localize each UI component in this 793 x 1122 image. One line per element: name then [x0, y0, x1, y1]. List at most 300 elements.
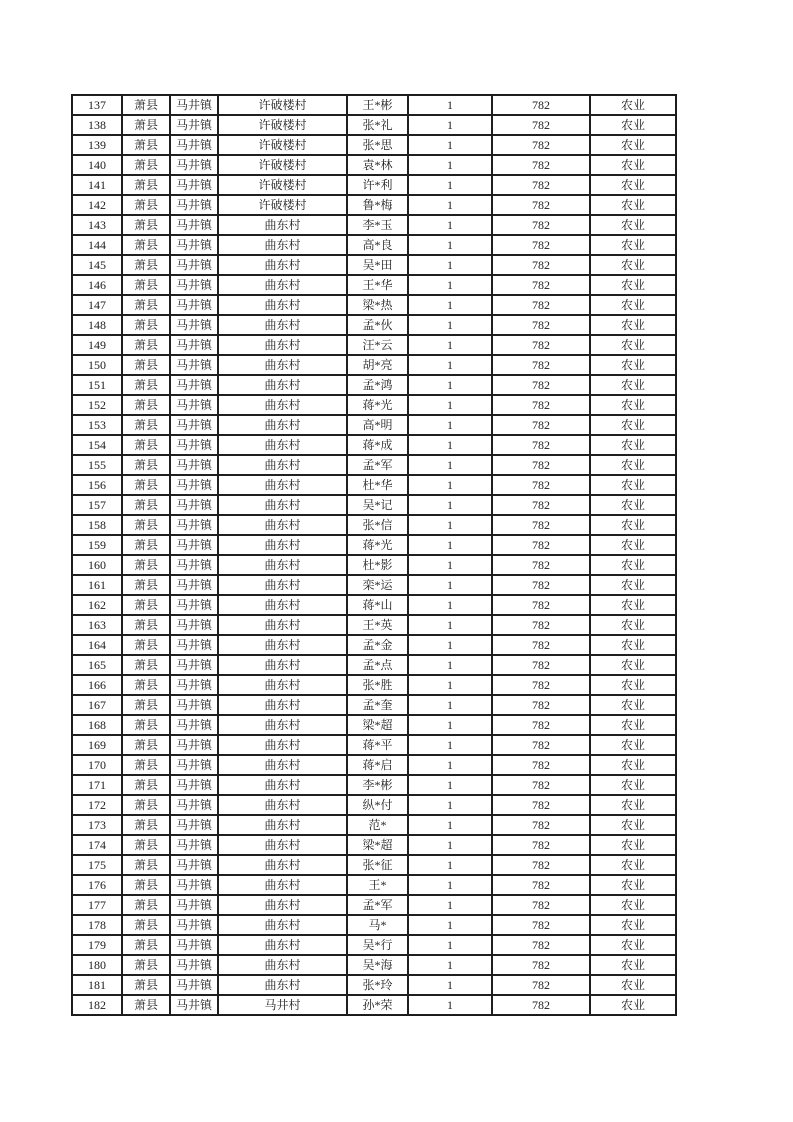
county-cell: 萧县	[122, 475, 170, 495]
amount-cell: 782	[492, 655, 590, 675]
table-row	[72, 895, 676, 915]
county-cell: 萧县	[122, 495, 170, 515]
village-cell: 曲东村	[218, 655, 347, 675]
county-cell: 萧县	[122, 395, 170, 415]
row-number-cell: 173	[72, 815, 122, 835]
amount-cell: 782	[492, 735, 590, 755]
village-cell: 曲东村	[218, 615, 347, 635]
category-cell: 农业	[590, 535, 676, 555]
row-number-cell: 153	[72, 415, 122, 435]
amount-cell: 782	[492, 975, 590, 995]
amount-cell: 782	[492, 715, 590, 735]
category-cell: 农业	[590, 315, 676, 335]
category-cell: 农业	[590, 475, 676, 495]
town-cell: 马井镇	[170, 915, 218, 935]
quantity-cell: 1	[408, 935, 492, 955]
category-cell: 农业	[590, 415, 676, 435]
row-number-cell: 155	[72, 455, 122, 475]
table-row	[72, 195, 676, 215]
amount-cell: 782	[492, 195, 590, 215]
village-cell: 曲东村	[218, 755, 347, 775]
amount-cell: 782	[492, 535, 590, 555]
amount-cell: 782	[492, 275, 590, 295]
village-cell: 曲东村	[218, 415, 347, 435]
town-cell: 马井镇	[170, 775, 218, 795]
category-cell: 农业	[590, 195, 676, 215]
town-cell: 马井镇	[170, 595, 218, 615]
row-number-cell: 149	[72, 335, 122, 355]
amount-cell: 782	[492, 935, 590, 955]
county-cell: 萧县	[122, 635, 170, 655]
table-row	[72, 955, 676, 975]
amount-cell: 782	[492, 635, 590, 655]
quantity-cell: 1	[408, 355, 492, 375]
name-cell: 王*英	[347, 615, 408, 635]
amount-cell: 782	[492, 835, 590, 855]
row-number-cell: 175	[72, 855, 122, 875]
row-number-cell: 152	[72, 395, 122, 415]
town-cell: 马井镇	[170, 575, 218, 595]
amount-cell: 782	[492, 395, 590, 415]
row-number-cell: 157	[72, 495, 122, 515]
county-cell: 萧县	[122, 855, 170, 875]
category-cell: 农业	[590, 915, 676, 935]
quantity-cell: 1	[408, 295, 492, 315]
county-cell: 萧县	[122, 775, 170, 795]
category-cell: 农业	[590, 435, 676, 455]
row-number-cell: 143	[72, 215, 122, 235]
village-cell: 许破楼村	[218, 155, 347, 175]
town-cell: 马井镇	[170, 955, 218, 975]
name-cell: 汪*云	[347, 335, 408, 355]
row-number-cell: 139	[72, 135, 122, 155]
county-cell: 萧县	[122, 875, 170, 895]
amount-cell: 782	[492, 815, 590, 835]
name-cell: 蒋*光	[347, 395, 408, 415]
county-cell: 萧县	[122, 195, 170, 215]
quantity-cell: 1	[408, 535, 492, 555]
village-cell: 许破楼村	[218, 175, 347, 195]
amount-cell: 782	[492, 915, 590, 935]
village-cell: 许破楼村	[218, 135, 347, 155]
name-cell: 梁*热	[347, 295, 408, 315]
row-number-cell: 147	[72, 295, 122, 315]
county-cell: 萧县	[122, 935, 170, 955]
quantity-cell: 1	[408, 775, 492, 795]
table-row	[72, 675, 676, 695]
quantity-cell: 1	[408, 695, 492, 715]
quantity-cell: 1	[408, 215, 492, 235]
name-cell: 张*思	[347, 135, 408, 155]
town-cell: 马井镇	[170, 295, 218, 315]
row-number-cell: 138	[72, 115, 122, 135]
row-number-cell: 171	[72, 775, 122, 795]
amount-cell: 782	[492, 135, 590, 155]
county-cell: 萧县	[122, 695, 170, 715]
village-cell: 曲东村	[218, 735, 347, 755]
table-row	[72, 815, 676, 835]
name-cell: 张*征	[347, 855, 408, 875]
name-cell: 马*	[347, 915, 408, 935]
county-cell: 萧县	[122, 595, 170, 615]
row-number-cell: 178	[72, 915, 122, 935]
quantity-cell: 1	[408, 895, 492, 915]
amount-cell: 782	[492, 495, 590, 515]
town-cell: 马井镇	[170, 315, 218, 335]
name-cell: 吴*行	[347, 935, 408, 955]
table-row	[72, 135, 676, 155]
county-cell: 萧县	[122, 615, 170, 635]
village-cell: 曲东村	[218, 835, 347, 855]
category-cell: 农业	[590, 615, 676, 635]
row-number-cell: 169	[72, 735, 122, 755]
category-cell: 农业	[590, 995, 676, 1015]
row-number-cell: 160	[72, 555, 122, 575]
name-cell: 杜*影	[347, 555, 408, 575]
name-cell: 蒋*光	[347, 535, 408, 555]
category-cell: 农业	[590, 975, 676, 995]
town-cell: 马井镇	[170, 395, 218, 415]
quantity-cell: 1	[408, 855, 492, 875]
table-row	[72, 755, 676, 775]
table-row	[72, 735, 676, 755]
table-row	[72, 475, 676, 495]
name-cell: 王*彬	[347, 95, 408, 115]
amount-cell: 782	[492, 775, 590, 795]
village-cell: 曲东村	[218, 635, 347, 655]
amount-cell: 782	[492, 575, 590, 595]
town-cell: 马井镇	[170, 815, 218, 835]
name-cell: 张*胜	[347, 675, 408, 695]
town-cell: 马井镇	[170, 895, 218, 915]
town-cell: 马井镇	[170, 135, 218, 155]
village-cell: 曲东村	[218, 595, 347, 615]
quantity-cell: 1	[408, 335, 492, 355]
category-cell: 农业	[590, 135, 676, 155]
name-cell: 杜*华	[347, 475, 408, 495]
name-cell: 李*玉	[347, 215, 408, 235]
category-cell: 农业	[590, 755, 676, 775]
row-number-cell: 159	[72, 535, 122, 555]
row-number-cell: 162	[72, 595, 122, 615]
town-cell: 马井镇	[170, 555, 218, 575]
town-cell: 马井镇	[170, 655, 218, 675]
village-cell: 曲东村	[218, 275, 347, 295]
category-cell: 农业	[590, 95, 676, 115]
category-cell: 农业	[590, 155, 676, 175]
quantity-cell: 1	[408, 615, 492, 635]
name-cell: 孟*鸿	[347, 375, 408, 395]
row-number-cell: 142	[72, 195, 122, 215]
county-cell: 萧县	[122, 675, 170, 695]
row-number-cell: 146	[72, 275, 122, 295]
village-cell: 曲东村	[218, 955, 347, 975]
county-cell: 萧县	[122, 915, 170, 935]
category-cell: 农业	[590, 275, 676, 295]
village-cell: 曲东村	[218, 435, 347, 455]
village-cell: 曲东村	[218, 255, 347, 275]
amount-cell: 782	[492, 515, 590, 535]
name-cell: 吴*记	[347, 495, 408, 515]
category-cell: 农业	[590, 255, 676, 275]
table-row	[72, 635, 676, 655]
quantity-cell: 1	[408, 975, 492, 995]
category-cell: 农业	[590, 515, 676, 535]
town-cell: 马井镇	[170, 695, 218, 715]
row-number-cell: 165	[72, 655, 122, 675]
quantity-cell: 1	[408, 575, 492, 595]
table-row	[72, 315, 676, 335]
village-cell: 曲东村	[218, 235, 347, 255]
category-cell: 农业	[590, 375, 676, 395]
table-row	[72, 155, 676, 175]
category-cell: 农业	[590, 855, 676, 875]
name-cell: 吴*田	[347, 255, 408, 275]
table-row	[72, 375, 676, 395]
category-cell: 农业	[590, 815, 676, 835]
category-cell: 农业	[590, 655, 676, 675]
table-row	[72, 275, 676, 295]
quantity-cell: 1	[408, 815, 492, 835]
county-cell: 萧县	[122, 515, 170, 535]
table-row	[72, 655, 676, 675]
village-cell: 曲东村	[218, 915, 347, 935]
category-cell: 农业	[590, 555, 676, 575]
table-row	[72, 335, 676, 355]
county-cell: 萧县	[122, 955, 170, 975]
quantity-cell: 1	[408, 475, 492, 495]
quantity-cell: 1	[408, 955, 492, 975]
category-cell: 农业	[590, 115, 676, 135]
county-cell: 萧县	[122, 535, 170, 555]
table-row	[72, 235, 676, 255]
amount-cell: 782	[492, 95, 590, 115]
table-row	[72, 175, 676, 195]
row-number-cell: 145	[72, 255, 122, 275]
amount-cell: 782	[492, 155, 590, 175]
name-cell: 胡*亮	[347, 355, 408, 375]
name-cell: 吴*海	[347, 955, 408, 975]
town-cell: 马井镇	[170, 375, 218, 395]
row-number-cell: 137	[72, 95, 122, 115]
category-cell: 农业	[590, 735, 676, 755]
town-cell: 马井镇	[170, 475, 218, 495]
table-row	[72, 695, 676, 715]
village-cell: 许破楼村	[218, 115, 347, 135]
county-cell: 萧县	[122, 815, 170, 835]
quantity-cell: 1	[408, 515, 492, 535]
name-cell: 梁*超	[347, 715, 408, 735]
name-cell: 孟*军	[347, 895, 408, 915]
table-row	[72, 835, 676, 855]
table-row	[72, 355, 676, 375]
quantity-cell: 1	[408, 795, 492, 815]
quantity-cell: 1	[408, 595, 492, 615]
county-cell: 萧县	[122, 975, 170, 995]
amount-cell: 782	[492, 475, 590, 495]
county-cell: 萧县	[122, 235, 170, 255]
table-row	[72, 595, 676, 615]
amount-cell: 782	[492, 375, 590, 395]
village-cell: 曲东村	[218, 495, 347, 515]
category-cell: 农业	[590, 675, 676, 695]
amount-cell: 782	[492, 595, 590, 615]
county-cell: 萧县	[122, 895, 170, 915]
county-cell: 萧县	[122, 155, 170, 175]
category-cell: 农业	[590, 595, 676, 615]
town-cell: 马井镇	[170, 215, 218, 235]
row-number-cell: 144	[72, 235, 122, 255]
name-cell: 栾*运	[347, 575, 408, 595]
name-cell: 高*良	[347, 235, 408, 255]
village-cell: 曲东村	[218, 375, 347, 395]
name-cell: 蒋*平	[347, 735, 408, 755]
amount-cell: 782	[492, 295, 590, 315]
table-row	[72, 535, 676, 555]
table-row	[72, 795, 676, 815]
category-cell: 农业	[590, 395, 676, 415]
town-cell: 马井镇	[170, 275, 218, 295]
town-cell: 马井镇	[170, 195, 218, 215]
row-number-cell: 174	[72, 835, 122, 855]
table-row	[72, 995, 676, 1015]
table-row	[72, 435, 676, 455]
town-cell: 马井镇	[170, 355, 218, 375]
village-cell: 马井村	[218, 995, 347, 1015]
amount-cell: 782	[492, 695, 590, 715]
county-cell: 萧县	[122, 295, 170, 315]
quantity-cell: 1	[408, 835, 492, 855]
name-cell: 孟*金	[347, 635, 408, 655]
town-cell: 马井镇	[170, 855, 218, 875]
county-cell: 萧县	[122, 315, 170, 335]
quantity-cell: 1	[408, 235, 492, 255]
village-cell: 曲东村	[218, 535, 347, 555]
row-number-cell: 150	[72, 355, 122, 375]
quantity-cell: 1	[408, 635, 492, 655]
category-cell: 农业	[590, 935, 676, 955]
quantity-cell: 1	[408, 135, 492, 155]
amount-cell: 782	[492, 895, 590, 915]
county-cell: 萧县	[122, 555, 170, 575]
category-cell: 农业	[590, 235, 676, 255]
table-row	[72, 775, 676, 795]
town-cell: 马井镇	[170, 455, 218, 475]
village-cell: 曲东村	[218, 295, 347, 315]
name-cell: 高*明	[347, 415, 408, 435]
town-cell: 马井镇	[170, 675, 218, 695]
county-cell: 萧县	[122, 215, 170, 235]
quantity-cell: 1	[408, 735, 492, 755]
town-cell: 马井镇	[170, 995, 218, 1015]
village-cell: 曲东村	[218, 795, 347, 815]
village-cell: 曲东村	[218, 335, 347, 355]
amount-cell: 782	[492, 315, 590, 335]
amount-cell: 782	[492, 435, 590, 455]
category-cell: 农业	[590, 835, 676, 855]
name-cell: 孟*点	[347, 655, 408, 675]
category-cell: 农业	[590, 635, 676, 655]
quantity-cell: 1	[408, 275, 492, 295]
county-cell: 萧县	[122, 575, 170, 595]
category-cell: 农业	[590, 775, 676, 795]
category-cell: 农业	[590, 795, 676, 815]
name-cell: 袁*林	[347, 155, 408, 175]
category-cell: 农业	[590, 715, 676, 735]
village-cell: 曲东村	[218, 695, 347, 715]
village-cell: 曲东村	[218, 855, 347, 875]
town-cell: 马井镇	[170, 115, 218, 135]
table-row	[72, 215, 676, 235]
amount-cell: 782	[492, 235, 590, 255]
town-cell: 马井镇	[170, 175, 218, 195]
village-cell: 曲东村	[218, 395, 347, 415]
amount-cell: 782	[492, 215, 590, 235]
name-cell: 孟*军	[347, 455, 408, 475]
quantity-cell: 1	[408, 375, 492, 395]
category-cell: 农业	[590, 695, 676, 715]
county-cell: 萧县	[122, 115, 170, 135]
table-row	[72, 515, 676, 535]
category-cell: 农业	[590, 355, 676, 375]
amount-cell: 782	[492, 955, 590, 975]
town-cell: 马井镇	[170, 415, 218, 435]
town-cell: 马井镇	[170, 875, 218, 895]
name-cell: 张*礼	[347, 115, 408, 135]
town-cell: 马井镇	[170, 95, 218, 115]
town-cell: 马井镇	[170, 615, 218, 635]
village-cell: 曲东村	[218, 555, 347, 575]
name-cell: 蒋*山	[347, 595, 408, 615]
row-number-cell: 156	[72, 475, 122, 495]
table-row	[72, 115, 676, 135]
amount-cell: 782	[492, 755, 590, 775]
county-cell: 萧县	[122, 455, 170, 475]
town-cell: 马井镇	[170, 515, 218, 535]
table-row	[72, 935, 676, 955]
town-cell: 马井镇	[170, 235, 218, 255]
table-body	[72, 95, 676, 1015]
quantity-cell: 1	[408, 655, 492, 675]
amount-cell: 782	[492, 335, 590, 355]
town-cell: 马井镇	[170, 335, 218, 355]
category-cell: 农业	[590, 495, 676, 515]
table-row	[72, 395, 676, 415]
category-cell: 农业	[590, 175, 676, 195]
amount-cell: 782	[492, 615, 590, 635]
row-number-cell: 181	[72, 975, 122, 995]
county-cell: 萧县	[122, 175, 170, 195]
county-cell: 萧县	[122, 335, 170, 355]
row-number-cell: 180	[72, 955, 122, 975]
row-number-cell: 148	[72, 315, 122, 335]
town-cell: 马井镇	[170, 255, 218, 275]
county-cell: 萧县	[122, 715, 170, 735]
village-cell: 曲东村	[218, 215, 347, 235]
village-cell: 曲东村	[218, 315, 347, 335]
name-cell: 蒋*成	[347, 435, 408, 455]
village-cell: 曲东村	[218, 935, 347, 955]
village-cell: 曲东村	[218, 715, 347, 735]
village-cell: 曲东村	[218, 975, 347, 995]
row-number-cell: 168	[72, 715, 122, 735]
county-cell: 萧县	[122, 995, 170, 1015]
quantity-cell: 1	[408, 415, 492, 435]
name-cell: 孙*荣	[347, 995, 408, 1015]
amount-cell: 782	[492, 675, 590, 695]
category-cell: 农业	[590, 875, 676, 895]
amount-cell: 782	[492, 855, 590, 875]
